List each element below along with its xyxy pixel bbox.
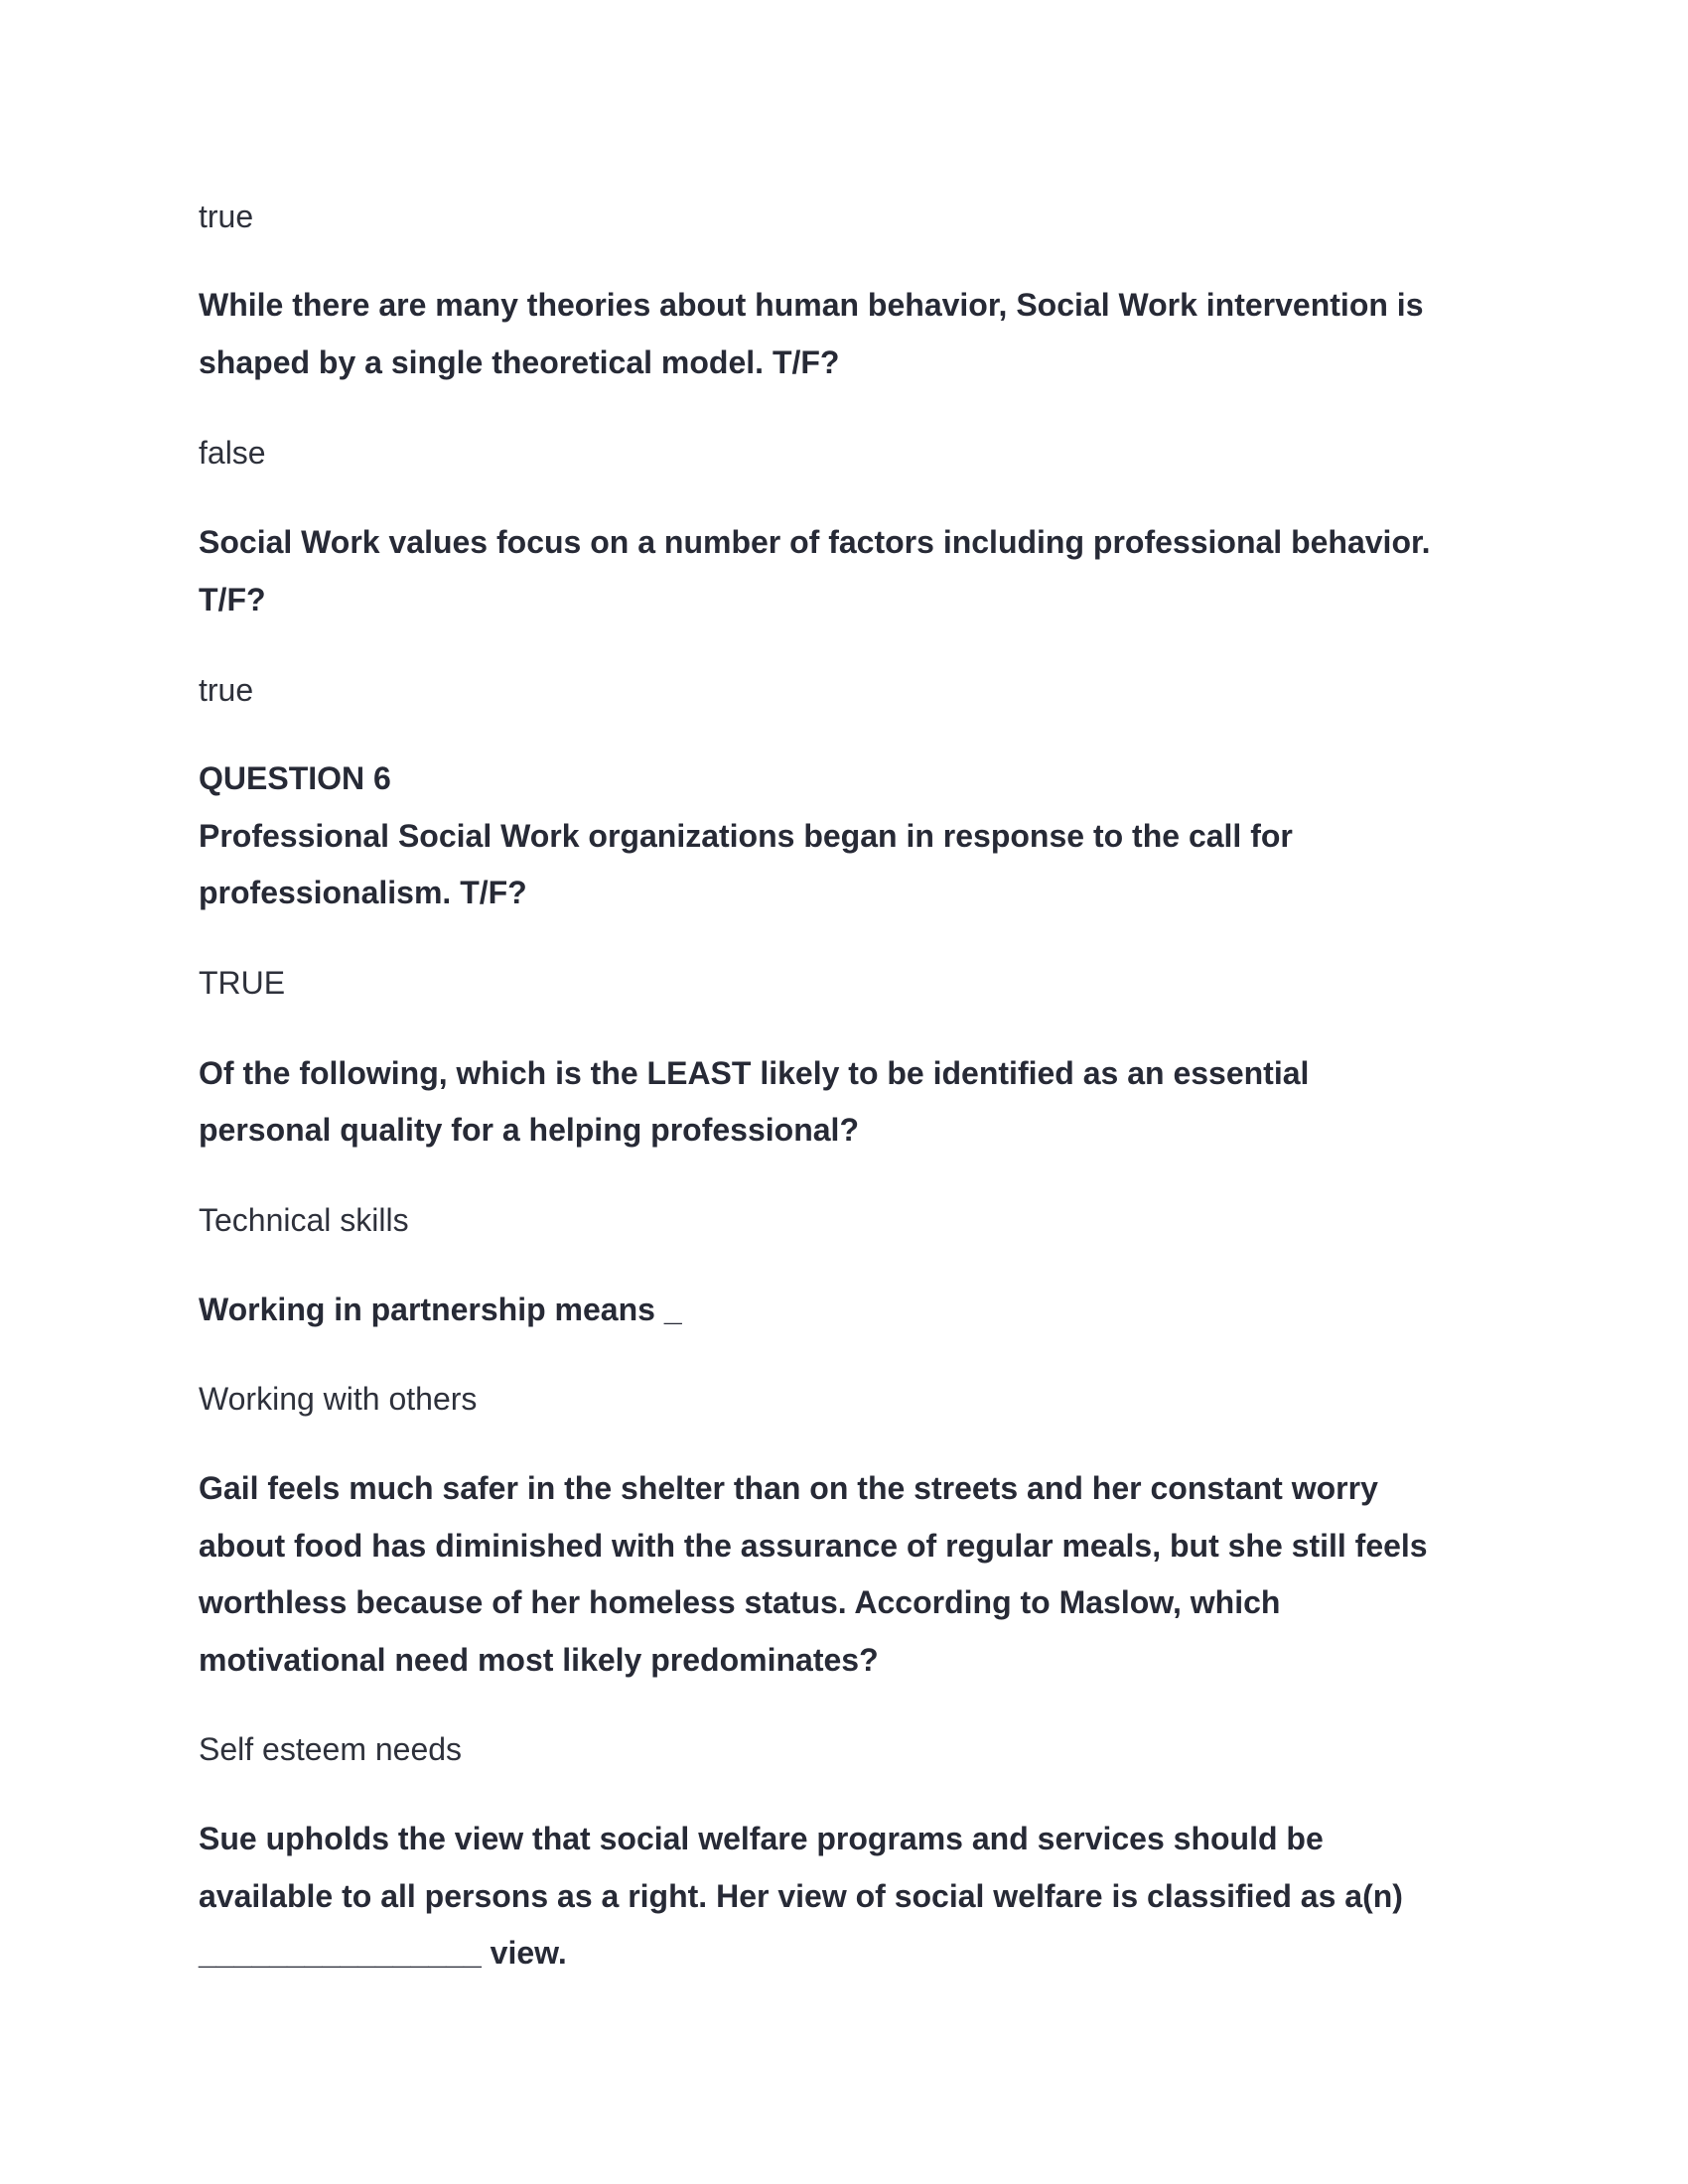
question-text: Working in partnership means _ (199, 1292, 682, 1327)
question-text: about food has diminished with the assurance of regular meals, but she still feels (199, 1528, 1428, 1564)
question-text: motivational need most likely predominates? (199, 1642, 879, 1678)
answer-text: Working with others (199, 1381, 478, 1417)
question-text: Of the following, which is the LEAST likely to be identified as an essential (199, 1055, 1310, 1091)
question-text: Social Work values focus on a number of factors including professional behavior. (199, 524, 1431, 560)
answer-text: false (199, 435, 266, 471)
question-text: While there are many theories about human behavior, Social Work intervention is (199, 287, 1424, 323)
question-text: shaped by a single theoretical model. T/F? (199, 344, 840, 380)
answer-text: true (199, 199, 254, 234)
answer-text: Self esteem needs (199, 1731, 463, 1767)
question-text: Sue upholds the view that social welfare programs and services should be (199, 1821, 1324, 1856)
question-text: ________________ view. (199, 1935, 567, 1971)
question-text: personal quality for a helping professional? (199, 1112, 859, 1148)
question-text: Gail feels much safer in the shelter than on the streets and her constant worry (199, 1470, 1378, 1506)
question-text: available to all persons as a right. Her view of social welfare is classified as a(n) (199, 1878, 1403, 1914)
question-text: worthless because of her homeless status. According to Maslow, which (199, 1584, 1281, 1620)
question-text: T/F? (199, 582, 266, 617)
answer-text: true (199, 672, 254, 708)
answer-text: Technical skills (199, 1202, 409, 1238)
question-text: professionalism. T/F? (199, 875, 527, 910)
question-text: Professional Social Work organizations began in response to the call for (199, 818, 1293, 854)
answer-text: TRUE (199, 965, 286, 1001)
question-heading: QUESTION 6 (199, 760, 391, 796)
